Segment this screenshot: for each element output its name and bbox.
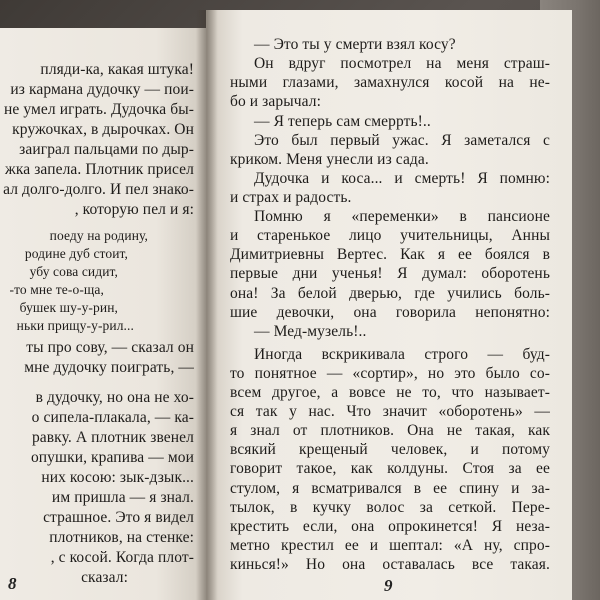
poem-line: родине дуб стоит, — [24, 246, 128, 261]
left-line: , которую пел и я: — [74, 201, 194, 218]
left-line: мне дудочку поиграть, — — [24, 359, 194, 376]
left-line: о сипела-плакала, — ка- — [31, 409, 194, 426]
left-line: заиграл пальцами по дыр- — [19, 141, 194, 158]
right-line: то понятное — «сортир», но это было со- — [230, 364, 550, 382]
right-line: и страх и радость. — [230, 188, 352, 206]
left-line: сказал: — [81, 569, 128, 586]
right-line: кинься!» Но она оставалась все такая. — [230, 556, 550, 573]
right-line: — Мед-музель!.. — [254, 322, 367, 340]
left-line: кружочках, в дырочках. Он — [12, 121, 194, 138]
left-line: пляди-ка, какая штука! — [40, 61, 194, 78]
right-line: ными глазами, замахнулся косой на не- — [230, 74, 550, 92]
right-line: криком. Меня унесли из сада. — [230, 150, 429, 168]
right-line: Димитриевны Вертес. Как я ее боялся в — [230, 246, 550, 264]
right-line: тылок, в кучку волос за сеткой. Пере- — [230, 498, 550, 516]
right-line: первые дни ученья! Я думал: оборотень — [230, 265, 550, 283]
right-line: я знал от плотников. Она не такая, как — [230, 422, 550, 440]
right-line: крестить если, она опрокинется! Я неза- — [230, 517, 550, 535]
page-number-right: 9 — [384, 576, 393, 595]
right-line: шие девочки, она говорила непонятно: — [230, 303, 550, 321]
book-gutter-shadow — [196, 10, 218, 600]
right-page — [206, 10, 572, 600]
poem-line: ньки прищу-у-рил... — [16, 318, 134, 333]
right-line: ся так у нас. Что значит «оборотень» — — [230, 403, 550, 421]
left-line: плотников, на стенке: — [49, 529, 194, 546]
right-line: всем другое, а вовсе не то, что называет- — [230, 383, 550, 401]
poem-line: -то мне те-о-ща, — [9, 282, 104, 297]
right-line: Он вдруг посмотрел на меня страш- — [254, 55, 550, 73]
right-line: Дудочка и коса... и смерть! Я помню: — [254, 169, 550, 187]
right-line: — Это ты у смерти взял косу? — [254, 36, 456, 54]
left-line: им пришла — я знал. — [51, 489, 194, 506]
right-line: Помню я «переменки» в пансионе — [254, 208, 550, 226]
right-line: стулом, я всматривался в ее спину и за- — [230, 479, 550, 497]
left-line: в дудочку, но она не хо- — [35, 389, 194, 406]
left-line: ал долго-долго. И пел знако- — [3, 181, 194, 198]
left-line: ты про сову, — сказал он — [26, 339, 194, 356]
left-line: равку. А плотник звенел — [31, 429, 194, 446]
poem-line: поеду на родину, — [49, 228, 148, 243]
left-line: не умел играть. Дудочка бы- — [4, 101, 194, 118]
left-line: них косою: зык-дзык... — [41, 469, 194, 486]
page-number-left: 8 — [8, 574, 17, 593]
poem-line: убу сова сидит, — [29, 264, 118, 279]
right-line: и старенькое лицо учительницы, Анны — [230, 227, 550, 245]
right-line: — Я теперь сам смеррть!.. — [254, 112, 431, 130]
left-line: , с косой. Когда плот- — [50, 549, 194, 566]
right-line: Это был первый ужас. Я заметался с — [254, 131, 550, 149]
left-line: жка запела. Плотник присел — [5, 161, 194, 178]
right-line: она! За белой дверью, где учились боль- — [230, 284, 550, 302]
right-line: бо и зарычал: — [230, 93, 322, 111]
left-line: страшное. Это я видел — [43, 509, 194, 526]
left-line: из кармана дудочку — пои- — [10, 81, 194, 98]
right-line: Иногда вскрикивала строго — буд- — [254, 345, 550, 363]
right-line: метно крестил ее и шептал: «А ну, спро- — [230, 536, 550, 554]
left-line: опушки, крапива — мои — [30, 449, 194, 466]
poem-line: бушек шу-у-рин, — [19, 300, 118, 315]
right-line: говорит такое, как колдуны. Стоя за ее — [230, 460, 550, 478]
right-line: всякий крещеный человек, и потому — [230, 441, 550, 459]
left-page — [0, 28, 208, 600]
